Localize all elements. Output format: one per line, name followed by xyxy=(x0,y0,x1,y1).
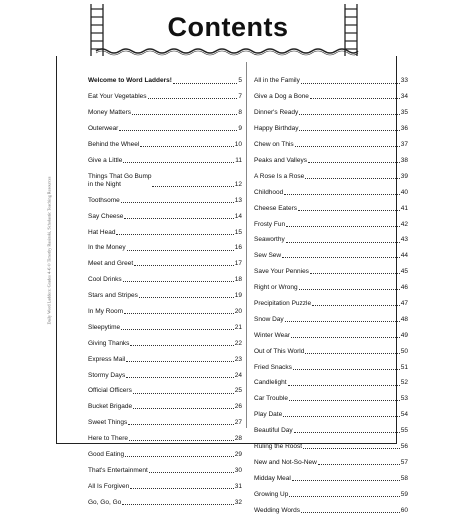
toc-page-number: 11 xyxy=(235,156,242,164)
toc-page-number: 45 xyxy=(400,268,408,276)
toc-entry-title: All in the Family xyxy=(254,77,300,85)
toc-leader-dots xyxy=(305,178,400,179)
toc-entry xyxy=(254,403,408,419)
toc-entry-title: Fried Snacks xyxy=(254,363,292,371)
toc-entry-title: All Is Forgiven xyxy=(88,482,130,490)
toc-entry-title: Say Cheese xyxy=(88,212,124,220)
toc-page-number: 37 xyxy=(400,141,408,149)
toc-entry-title: Sweet Things xyxy=(88,419,128,427)
toc-entry-title: That's Entertainment xyxy=(88,466,148,474)
toc-entry-title: Growing Up xyxy=(254,490,289,498)
toc-page-number: 16 xyxy=(234,244,242,252)
toc-entry xyxy=(88,164,242,188)
toc-entry xyxy=(88,458,242,474)
toc-entry xyxy=(254,101,408,117)
toc-leader-dots xyxy=(284,194,399,195)
toc-leader-dots xyxy=(289,400,400,401)
toc-entry-title: Toothsome xyxy=(88,196,120,204)
toc-leader-dots xyxy=(299,114,400,115)
toc-entry xyxy=(88,379,242,395)
toc-entry xyxy=(254,482,408,498)
toc-entry-title: Precipitation Puzzle xyxy=(254,299,312,307)
toc-page-number: 43 xyxy=(400,236,408,244)
toc-leader-dots xyxy=(299,289,400,290)
toc-page-number: 49 xyxy=(400,331,408,339)
toc-leader-dots xyxy=(130,488,234,489)
toc-page-number: 21 xyxy=(234,323,242,331)
toc-entry-title: Sew Sew xyxy=(254,252,282,260)
toc-page-number: 23 xyxy=(234,355,242,363)
toc-entry-title: Stars and Stripes xyxy=(88,292,138,300)
toc-leader-dots xyxy=(140,146,233,147)
toc-entry-title: Happy Birthday xyxy=(254,125,299,133)
toc-leader-dots xyxy=(133,408,234,409)
toc-entry xyxy=(88,252,242,268)
toc-entry-title: Hat Head xyxy=(88,228,116,236)
toc-entry xyxy=(254,291,408,307)
toc-page-number: 14 xyxy=(234,212,242,220)
toc-leader-dots xyxy=(134,265,234,266)
toc-entry xyxy=(254,69,408,85)
toc-leader-dots xyxy=(124,313,234,314)
toc-page-number: 35 xyxy=(400,109,408,117)
toc-leader-dots xyxy=(286,226,400,227)
toc-entry-title: Meet and Greet xyxy=(88,260,134,268)
toc-page-number: 27 xyxy=(234,419,242,427)
toc-entry xyxy=(88,148,242,164)
toc-entry-title: Behind the Wheel xyxy=(88,141,140,149)
toc-leader-dots xyxy=(125,456,234,457)
toc-leader-dots xyxy=(299,130,399,131)
toc-entry xyxy=(88,427,242,443)
toc-entry-title: Eat Your Vegetables xyxy=(88,93,147,101)
toc-entry xyxy=(88,188,242,204)
toc-page-number: 54 xyxy=(400,411,408,419)
toc-entry xyxy=(254,196,408,212)
toc-entry xyxy=(254,117,408,133)
toc-page-number: 9 xyxy=(238,125,242,133)
toc-page-number: 38 xyxy=(400,156,408,164)
toc-entry-title: Dinner's Ready xyxy=(254,109,299,117)
toc-entry-title: In the Money xyxy=(88,244,126,252)
toc-page-number: 56 xyxy=(400,442,408,450)
page-title: Contents xyxy=(167,12,289,42)
toc-page-number: 52 xyxy=(400,379,408,387)
toc-page-number: 30 xyxy=(234,466,242,474)
toc-leader-dots xyxy=(294,432,400,433)
toc-page-number: 40 xyxy=(400,188,408,196)
toc-page-number: 59 xyxy=(400,490,408,498)
toc-leader-dots xyxy=(310,273,400,274)
toc-page-number: 42 xyxy=(400,220,408,228)
toc-page-number: 48 xyxy=(400,315,408,323)
toc-page-number: 47 xyxy=(400,299,408,307)
toc-leader-dots xyxy=(122,504,234,505)
toc-entry xyxy=(254,419,408,435)
toc-entry-title: Seaworthy xyxy=(254,236,285,244)
toc-entry-title: Save Your Pennies xyxy=(254,268,309,276)
toc-page-number: 58 xyxy=(400,474,408,482)
toc-entry-title: Giving Thanks xyxy=(88,339,130,347)
toc-page-number: 32 xyxy=(234,498,242,506)
toc-entry-title: Candlelight xyxy=(254,379,287,387)
toc-page-number: 50 xyxy=(400,347,408,355)
toc-leader-dots xyxy=(116,234,233,235)
toc-leader-dots xyxy=(132,114,237,115)
toc-entry xyxy=(254,466,408,482)
toc-page-number: 17 xyxy=(234,260,242,268)
toc-leader-dots xyxy=(148,98,238,99)
page-left-border xyxy=(56,56,57,444)
toc-leader-dots xyxy=(139,297,234,298)
toc-entry-title: Go, Go, Go xyxy=(88,498,122,506)
toc-leader-dots xyxy=(129,440,234,441)
toc-column-right xyxy=(254,69,408,514)
toc-entry xyxy=(254,450,408,466)
toc-page-number: 15 xyxy=(234,228,242,236)
toc-page-number: 10 xyxy=(234,141,242,149)
toc-entry-title: Out of This World xyxy=(254,347,305,355)
toc-leader-dots xyxy=(289,496,399,497)
toc-entry-title: Peaks and Valleys xyxy=(254,156,307,164)
toc-entry-title: Childhood xyxy=(254,188,284,196)
toc-entry xyxy=(88,284,242,300)
toc-leader-dots xyxy=(121,202,234,203)
toc-page-number: 7 xyxy=(238,93,242,101)
toc-entry-title: Snow Day xyxy=(254,315,284,323)
toc-entry xyxy=(254,212,408,228)
toc-leader-dots xyxy=(288,385,400,386)
toc-leader-dots xyxy=(295,146,400,147)
toc-leader-dots xyxy=(318,464,400,465)
toc-entry-title: Winter Wear xyxy=(254,331,290,339)
toc-entry-title: Car Trouble xyxy=(254,395,288,403)
toc-entry-title: Give a Dog a Bone xyxy=(254,93,309,101)
toc-entry-title: Money Matters xyxy=(88,109,131,117)
toc-entry xyxy=(254,498,408,514)
toc-page-number: 60 xyxy=(400,506,408,514)
toc-entry xyxy=(88,315,242,331)
toc-page-number: 36 xyxy=(400,125,408,133)
toc-leader-dots xyxy=(282,257,400,258)
toc-leader-dots xyxy=(293,369,400,370)
toc-leader-dots xyxy=(298,210,400,211)
toc-entry-title: Welcome to Word Ladders! xyxy=(88,77,172,85)
toc-leader-dots xyxy=(292,480,400,481)
toc-page-number: 26 xyxy=(234,403,242,411)
toc-entry-title: Play Date xyxy=(254,411,283,419)
toc-entry-title: Cool Drinks xyxy=(88,276,122,284)
toc-entry-title: Stormy Days xyxy=(88,371,126,379)
toc-page-number: 8 xyxy=(238,109,242,117)
toc-leader-dots xyxy=(130,345,233,346)
toc-leader-dots xyxy=(121,329,234,330)
toc-page-number: 22 xyxy=(234,339,242,347)
toc-page-number: 24 xyxy=(234,371,242,379)
toc-page-number: 34 xyxy=(400,93,408,101)
toc-leader-dots xyxy=(123,162,234,163)
column-divider xyxy=(246,62,247,428)
toc-leader-dots xyxy=(119,130,237,131)
toc-entry xyxy=(254,371,408,387)
toc-entry-title: A Rose Is a Rose xyxy=(254,172,305,180)
toc-entry-title: Bucket Brigade xyxy=(88,403,133,411)
toc-page-number: 5 xyxy=(238,77,242,85)
toc-entry xyxy=(88,347,242,363)
toc-entry xyxy=(254,307,408,323)
toc-page-number: 39 xyxy=(400,172,408,180)
toc-entry xyxy=(88,133,242,149)
toc-leader-dots xyxy=(124,218,233,219)
title-wave-divider xyxy=(96,46,358,56)
toc-entry-title: Cheese Eaters xyxy=(254,204,297,212)
toc-page-number: 20 xyxy=(234,307,242,315)
toc-leader-dots xyxy=(133,393,234,394)
toc-entry xyxy=(254,228,408,244)
toc-entry xyxy=(254,355,408,371)
toc-page-number: 46 xyxy=(400,284,408,292)
toc-page-number: 33 xyxy=(400,77,408,85)
spine-credit xyxy=(44,130,54,370)
toc-entry-title: Things That Go Bump in the Night xyxy=(88,173,152,188)
toc-page-number: 44 xyxy=(400,252,408,260)
toc-page-number: 19 xyxy=(234,292,242,300)
toc-entry xyxy=(254,164,408,180)
toc-entry xyxy=(88,395,242,411)
toc-entry xyxy=(88,299,242,315)
toc-entry xyxy=(88,117,242,133)
toc-leader-dots xyxy=(128,424,234,425)
toc-entry xyxy=(88,69,242,85)
toc-entry xyxy=(88,85,242,101)
toc-entry xyxy=(254,276,408,292)
toc-entry xyxy=(254,148,408,164)
toc-leader-dots xyxy=(126,361,234,362)
toc-page-number: 55 xyxy=(400,427,408,435)
toc-entry xyxy=(254,323,408,339)
toc-leader-dots xyxy=(173,83,237,84)
toc-entry-title: Wedding Words xyxy=(254,506,301,514)
toc-page-number: 53 xyxy=(400,395,408,403)
toc-page-number: 25 xyxy=(234,387,242,395)
toc-entry-title: Midday Meal xyxy=(254,474,291,482)
toc-leader-dots xyxy=(312,305,400,306)
toc-leader-dots xyxy=(127,250,234,251)
toc-entry-title: Ruling the Roost xyxy=(254,442,303,450)
toc-entry xyxy=(254,133,408,149)
toc-leader-dots xyxy=(123,281,234,282)
toc-entry xyxy=(88,220,242,236)
toc-page-number: 28 xyxy=(234,435,242,443)
toc-entry xyxy=(254,244,408,260)
toc-entry-title: New and Not-So-New xyxy=(254,458,317,466)
toc-entry xyxy=(254,387,408,403)
toc-entry xyxy=(254,260,408,276)
toc-entry-title: Outerwear xyxy=(88,125,119,133)
toc-entry xyxy=(88,236,242,252)
toc-column-left xyxy=(88,69,242,506)
toc-entry-title: Here to There xyxy=(88,435,128,443)
spine-credit-text: Daily Word Ladders: Grades 4–6 © Timothy Rasinski, Scholastic Teaching Resources xyxy=(46,176,52,324)
toc-leader-dots xyxy=(303,448,400,449)
toc-entry-title: Official Officers xyxy=(88,387,132,395)
toc-entry-title: Sleepytime xyxy=(88,323,121,331)
toc-entry xyxy=(254,339,408,355)
toc-entry xyxy=(88,331,242,347)
toc-page-number: 41 xyxy=(400,204,408,212)
toc-entry xyxy=(88,101,242,117)
toc-leader-dots xyxy=(283,416,400,417)
toc-page-number: 57 xyxy=(400,458,408,466)
toc-entry-title: Right or Wrong xyxy=(254,284,298,292)
toc-leader-dots xyxy=(126,377,234,378)
toc-leader-dots xyxy=(152,186,233,187)
toc-entry-title: In My Room xyxy=(88,307,124,315)
toc-leader-dots xyxy=(301,83,400,84)
toc-leader-dots xyxy=(285,321,400,322)
toc-entry xyxy=(88,442,242,458)
toc-page-number: 13 xyxy=(234,196,242,204)
toc-entry-title: Frosty Fun xyxy=(254,220,286,228)
toc-entry xyxy=(88,363,242,379)
toc-entry xyxy=(88,474,242,490)
toc-entry xyxy=(88,268,242,284)
toc-leader-dots xyxy=(149,472,234,473)
toc-entry xyxy=(254,85,408,101)
toc-entry-title: Give a Little xyxy=(88,156,123,164)
toc-leader-dots xyxy=(301,512,400,513)
toc-entry xyxy=(88,204,242,220)
toc-entry xyxy=(254,434,408,450)
toc-leader-dots xyxy=(310,98,400,99)
toc-leader-dots xyxy=(286,242,400,243)
toc-entry-title: Chew on This xyxy=(254,141,294,149)
toc-entry xyxy=(254,180,408,196)
toc-page-number: 29 xyxy=(234,450,242,458)
toc-entry xyxy=(88,411,242,427)
toc-leader-dots xyxy=(308,162,400,163)
toc-page-number: 51 xyxy=(400,363,408,371)
toc-entry xyxy=(88,490,242,506)
toc-page-number: 31 xyxy=(234,482,242,490)
toc-entry-title: Beautiful Day xyxy=(254,427,293,435)
toc-entry-title: Good Eating xyxy=(88,450,125,458)
toc-page-number: 12 xyxy=(234,180,242,188)
toc-entry-title: Express Mail xyxy=(88,355,126,363)
toc-leader-dots xyxy=(291,337,400,338)
toc-leader-dots xyxy=(305,353,399,354)
toc-page-number: 18 xyxy=(234,276,242,284)
